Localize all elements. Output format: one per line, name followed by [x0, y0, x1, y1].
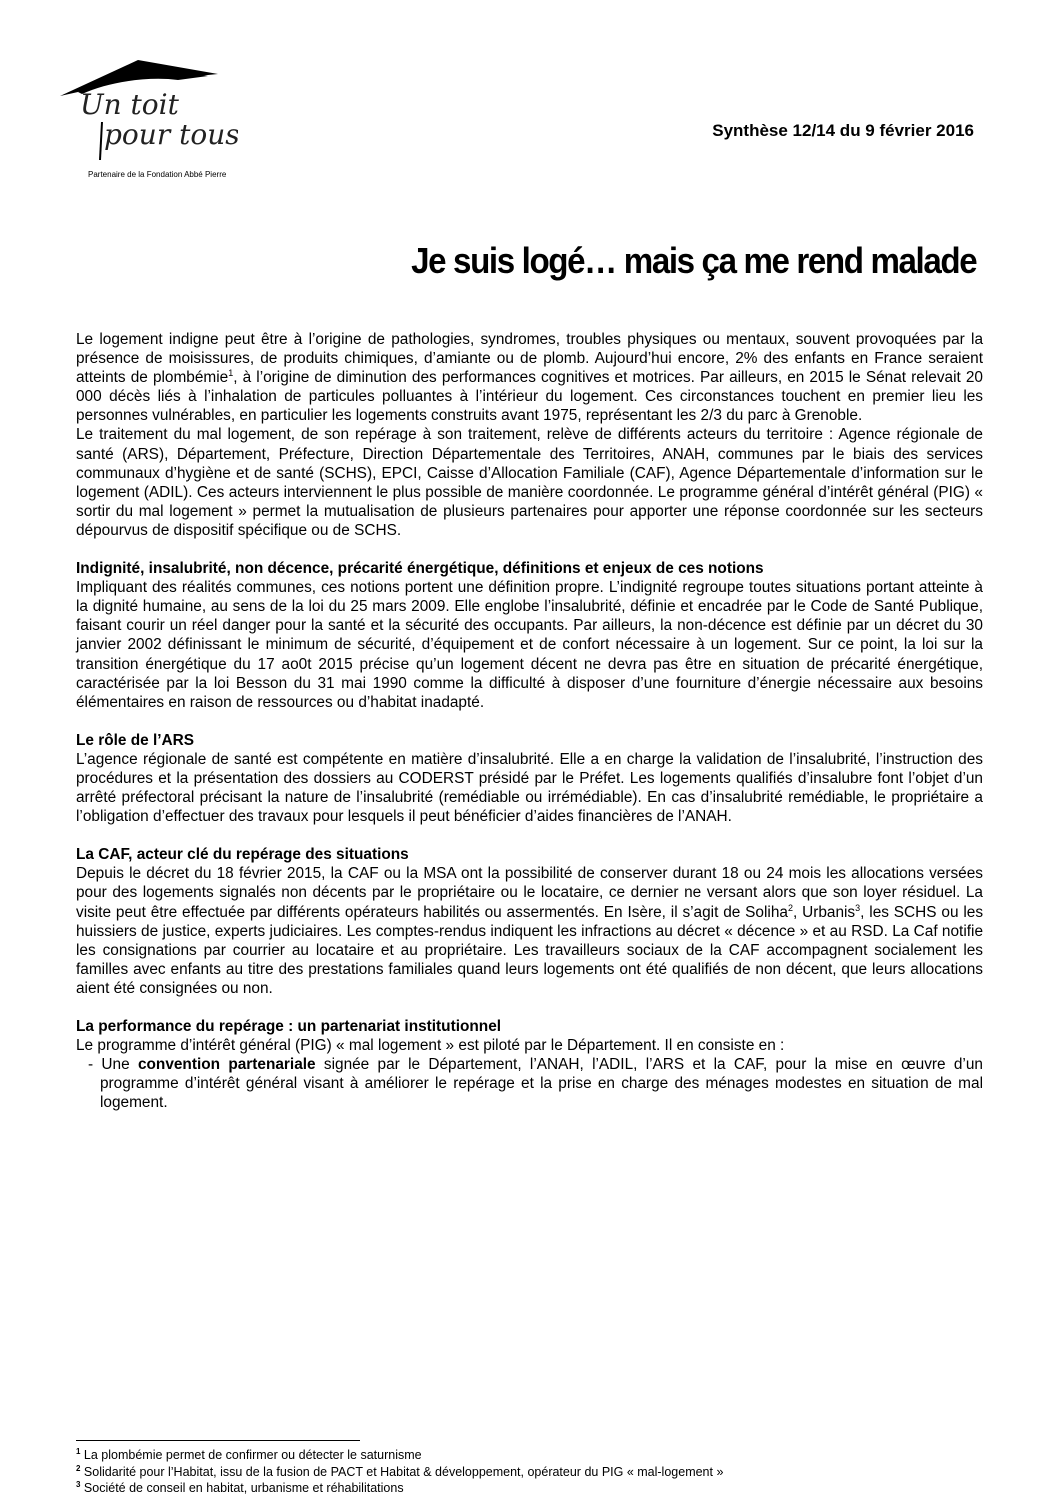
- footnote-2: $^2$ Solidarité pour l’Habitat, issu de la fusion de PACT et Habitat & développement, opérateur du PIG « mal-logement »: [76, 1463, 724, 1479]
- logo-roof-icon: [58, 52, 238, 182]
- section-title-caf: La CAF, acteur clé du repérage des situations: [76, 846, 409, 864]
- section-title-indignite: Indignité, insalubrité, non décence, précarité énergétique, définitions et enjeux de ces notions: [76, 560, 764, 578]
- section-title-performance: La performance du repérage : un partenariat institutionnel: [76, 1018, 502, 1035]
- footnote-3: $^3$ Société de conseil en habitat, urbanisme et réhabilitations: [76, 1479, 404, 1495]
- logo-tagline: Partenaire de la Fondation Abbé Pierre: [88, 170, 227, 179]
- section-text-caf: Depuis le décret du 18 février 2015, la CAF ou la MSA ont la possibilité de conserver durant 18 ou 24 mois les allocations versées pour des logements signalés non décents par le propriétaire ou le locataire, ce dernier ne versant alors que son loyer résiduel. La visite peut être effectuée par différents opérateurs habilités ou assermentés. En Isère, il s’agit de Soliha$^2$, Urbanis$^3$, les SCHS ou les huissiers de justice, experts judiciaires. Les comptes-rendus indiquent les infractions au décret « décence » et au RSD. La Caf notifie les consignations par courrier au locataire et au propriétaire. Les travailleurs sociaux de la CAF accompagnent socialement les familles avec enfants au titre des prestations familiales quand leurs logements ont été qualifiés de non décent, que leurs allocations aient été consignées ou non.: [76, 865, 984, 997]
- intro-paragraph-2: Le traitement du mal logement, de son repérage à son traitement, relève de différents acteurs du territoire : Agence régionale de santé (ARS), Département, Préfecture, Direction Départementale des Territoires, ANAH, communes par le biais des services communaux d’hygiène et de santé (SCHS), EPCI, Caisse d’Allocation Familiale (CAF), Agence Départementale d’information sur le logement (ADIL). Ces acteurs interviennent le plus possible de manière coordonnée. Le programme général d’intérêt général (PIG) « sortir du mal logement » permet la mutualisation de plusieurs partenaires pour apporter une réponse coordonnée sur les secteurs dépourvus de dispositif spécifique ou de SCHS.: [76, 426, 983, 539]
- svg-text:Un toit: Un toit: [80, 88, 179, 121]
- footnote-ref-3[interactable]: 3: [855, 902, 861, 913]
- document-body: [76, 330, 983, 1112]
- page-title: Je suis logé… mais ça me rend malade: [410, 240, 976, 281]
- footnote-divider: [76, 1440, 360, 1441]
- section-title-ars: Le rôle de l’ARS: [76, 731, 195, 749]
- footnote-ref-2[interactable]: 2: [787, 902, 793, 913]
- section-text-ars: L’agence régionale de santé est compétente en matière d’insalubrité. Elle a en charge la validation de l’insalubrité, l’instruction des procédures et la présentation des dossiers au CODERST présidé par le Préfet. Les logements qualifiés d’insalubre font l’objet d’un arrêté préfectoral précisant la nature de l’insalubrité (remédiable ou irrémédiable). En cas d’insalubrité remédiable, le propriétaire a l’obligation d’effectuer des travaux pour lesquels il peut bénéficier d’aides financières de l’ANAH.: [76, 750, 983, 826]
- svg-text:pour tous: pour tous: [104, 118, 238, 151]
- section-text-performance: Le programme d’intérêt général (PIG) « mal logement » est piloté par le Département. Il en consiste en :: [76, 1037, 785, 1055]
- list-item: - Une convention partenariale signée par le Département, l’ANAH, l’ADIL, l’ARS et la CAF, pour la mise en œuvre d’un programme d’intérêt général visant à améliorer le repérage et la prise en charge des ménages modestes en situation de mal logement.: [88, 1056, 983, 1112]
- footnotes: [76, 1447, 723, 1497]
- bullet-list: [76, 1055, 983, 1112]
- logo: [58, 52, 238, 182]
- footnote-ref-1[interactable]: 1: [228, 368, 234, 379]
- synthese-date: Synthèse 12/14 du 9 février 2016: [712, 121, 974, 140]
- section-text-indignite: Impliquant des réalités communes, ces notions portent une définition propre. L’indignité regroupe toutes situations portant atteinte à la dignité humaine, au sens de la loi du 25 mars 2009. Elle englobe l’insalubrité, définie et encadrée par le Code de Santé Publique, faisant courir un réel danger pour la santé et la sécurité des occupants. Par ailleurs, la non-décence est définie par un décret du 30 janvier 2002 définissant le minimum de sécurité, d’équipement et de confort nécessaire à un logement. Sur ce point, la loi sur la transition énergétique du 17 ao0t 2015 précise qu’un logement décent ne devra pas être en situation de précarité énergétique, caractérisée par la loi Besson du 31 mai 1990 comme la difficulté à disposer d’une fourniture d’énergie nécessaire aux besoins élémentaires en raison de ressources ou d’habitat inadapté.: [76, 579, 983, 711]
- footnote-1: $^1$ La plombémie permet de confirmer ou détecter le saturnisme: [76, 1446, 422, 1462]
- intro-paragraph-1: Le logement indigne peut être à l’origine de pathologies, syndromes, troubles physiques ou mentaux, souvent provoquées par la présence de moisissures, de produits chimiques, d’amiante ou de plomb. Aujourd’hui encore, 2% des enfants en France seraient atteints de plombémie$^1$, à l’origine de diminution des performances cognitives et motrices. Par ailleurs, en 2015 le Sénat relevait 20 000 décès liés à l’inhalation de particules polluantes à l’intérieur du logement. Ces circonstances touchent en premier lieu les personnes vulnérables, en particulier les logements construits avant 1975, représentant les 2/3 du parc à Grenoble.: [76, 331, 983, 425]
